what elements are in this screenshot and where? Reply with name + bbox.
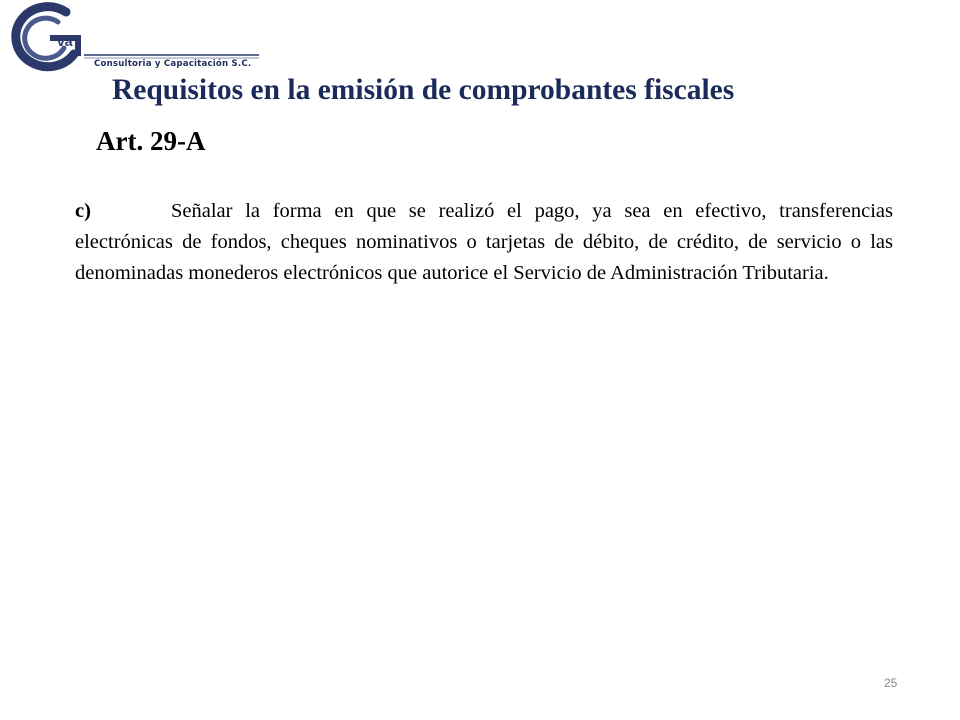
logo-caption: Consultoria y Capacitación S.C. bbox=[94, 59, 252, 69]
article-heading: Art. 29-A bbox=[96, 126, 206, 156]
requirement-paragraph bbox=[75, 196, 893, 289]
company-logo bbox=[4, 0, 266, 78]
logo-monogram: va bbox=[57, 33, 73, 49]
page-number: 25 bbox=[884, 676, 898, 690]
item-text: Señalar la forma en que se realizó el pago, ya sea en efectivo, transferencias electrónicas de fondos, cheques nominativos o tarjetas de débito, de crédito, de servicio o las denominadas monederos electrónicos que autorice el Servicio de Administración Tributaria. bbox=[75, 200, 893, 284]
slide-title: Requisitos en la emisión de comprobantes fiscales bbox=[112, 74, 735, 106]
item-marker: c) bbox=[75, 200, 91, 222]
